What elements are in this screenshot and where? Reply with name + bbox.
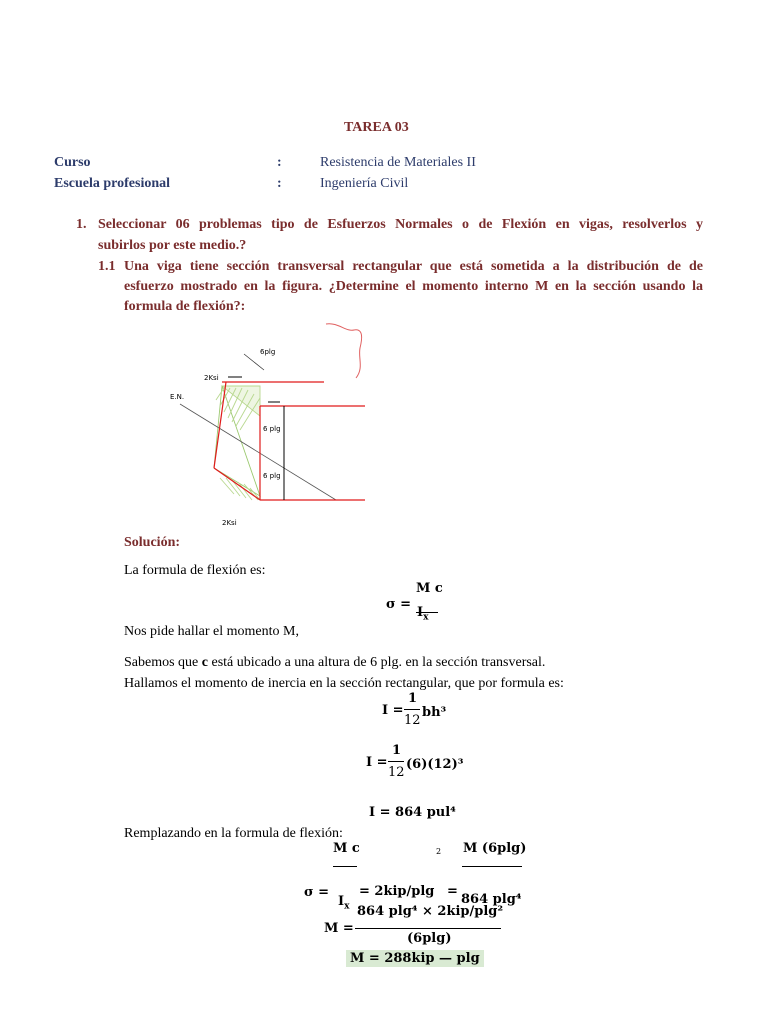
eq4: I = 864 pul⁴ <box>369 805 456 820</box>
page-title: TAREA 03 <box>344 120 409 135</box>
solution-heading: Solución: <box>124 535 181 550</box>
label-6plg-low: 6 plg <box>263 472 281 480</box>
solution-text-2: Nos pide hallar el momento M, <box>124 624 299 639</box>
escuela-label: Escuela profesional <box>54 176 171 191</box>
label-neutral-axis: E.N. <box>170 393 185 401</box>
curso-separator: : <box>277 155 282 170</box>
eq2-fraction-bar <box>404 709 420 710</box>
eq1-lhs: σ = <box>386 597 412 612</box>
eq2-rest: bh³ <box>422 705 447 720</box>
solution-text-3: Sabemos que c está ubicado a una altura de 6 plg. en la sección transversal. <box>124 655 546 670</box>
eq5-denominator-2: 864 plg⁴ <box>461 892 522 907</box>
beam-section-diagram <box>160 318 370 533</box>
eq6-numerator: 864 plg⁴ × 2kip/plg² <box>357 904 504 919</box>
solution-text-5: Remplazando en la formula de flexión: <box>124 826 343 841</box>
label-2ksi-bottom: 2Ksi <box>222 519 237 527</box>
eq3-numerator: 1 <box>392 743 402 758</box>
label-6plg-mid: 6 plg <box>263 425 281 433</box>
eq3-lhs: I = <box>366 755 388 770</box>
item-1-1-number: 1.1 <box>98 259 116 274</box>
stress-slope-line <box>180 404 336 500</box>
eq5-numerator-1: M c <box>333 841 360 856</box>
item-1-1-line-2: esfuerzo mostrado en la figura. ¿Determine el momento interno M en la sección usando la <box>124 279 703 294</box>
eq3-denominator: 12 <box>388 765 405 780</box>
result-highlight: M = 288kip — plg <box>346 950 484 967</box>
item-1-number: 1. <box>76 217 87 232</box>
eq6-denominator: (6plg) <box>407 931 452 946</box>
stress-wedge-hatch <box>214 386 260 500</box>
solution-text-1: La formula de flexión es: <box>124 563 266 578</box>
curso-value: Resistencia de Materiales II <box>320 155 476 170</box>
eq5-lhs: σ = <box>304 885 330 900</box>
dimension-arrow <box>244 354 264 370</box>
item-1-1-line-3: formula de flexión?: <box>124 299 246 314</box>
item-1-1-line-1: Una viga tiene sección transversal rectangular que está sometida a la distribución de de <box>124 259 703 274</box>
eq5-middle: = 2kip/plg <box>359 884 435 899</box>
eq5-numerator-2: M (6plg) <box>463 841 527 856</box>
escuela-separator: : <box>277 176 282 191</box>
eq3-fraction-bar <box>388 761 404 762</box>
eq6-fraction-bar <box>355 928 501 929</box>
eq2-lhs: I = <box>382 703 404 718</box>
eq2-denominator: 12 <box>404 713 421 728</box>
eq2-numerator: 1 <box>408 691 418 706</box>
eq5-equals: = <box>447 884 458 899</box>
eq5-fraction-bar-2 <box>462 866 522 867</box>
eq6-lhs: M = <box>324 921 354 936</box>
label-6plg-top: 6plg <box>260 348 276 356</box>
scribble-mark <box>326 324 362 378</box>
stress-distribution-figure <box>160 318 370 533</box>
eq5-denominator-1: $I_x$ <box>338 894 350 912</box>
eq5-fraction-bar-1 <box>333 866 357 867</box>
eq1-numerator: M c <box>416 581 443 596</box>
solution-text-4: Hallamos el momento de inercia en la sección rectangular, que por formula es: <box>124 676 564 691</box>
item-1-line-2: subirlos por este medio.? <box>98 238 247 253</box>
eq1-denominator: $I_x$ <box>417 605 429 623</box>
eq3-rest: (6)(12)³ <box>406 757 464 772</box>
item-1-line-1: Seleccionar 06 problemas tipo de Esfuerzos Normales o de Flexión en vigas, resolverlos y <box>98 217 703 232</box>
eq5-stray-2: 2 <box>436 847 442 856</box>
curso-label: Curso <box>54 155 91 170</box>
escuela-value: Ingeniería Civil <box>320 176 409 191</box>
label-2ksi-top: 2Ksi <box>204 374 219 382</box>
